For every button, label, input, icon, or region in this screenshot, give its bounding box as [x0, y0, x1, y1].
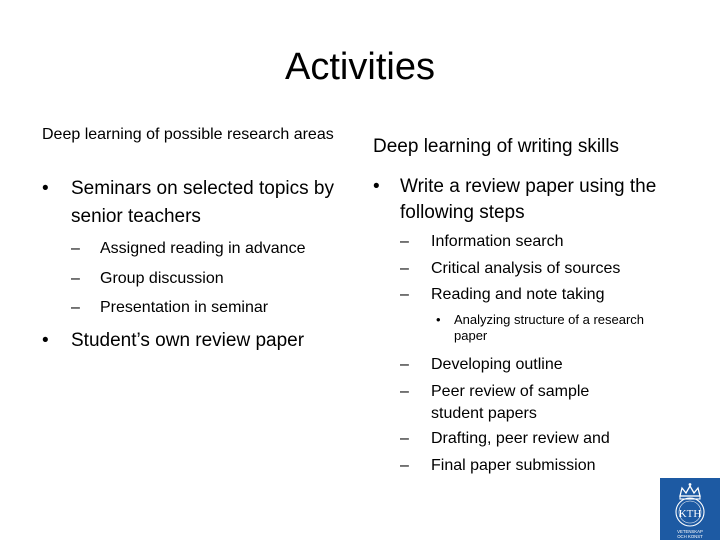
bullet-marker: •: [42, 178, 49, 199]
subbullet-text: Drafting, peer review and: [431, 430, 610, 447]
dash-marker: –: [400, 233, 409, 250]
dash-marker: –: [400, 356, 409, 373]
right-column-heading: Deep learning of writing skills: [373, 136, 620, 157]
dash-marker: –: [400, 457, 409, 474]
subbullet-text: Assigned reading in advance: [100, 240, 306, 257]
bullet-text: Write a review paper using the following steps: [400, 176, 657, 223]
svg-text:OCH KONST: OCH KONST: [677, 534, 703, 539]
subbullet-text: Reading and note taking: [431, 286, 605, 303]
bullet-text: Student’s own review paper: [71, 330, 305, 351]
kth-logo: [660, 478, 720, 540]
dash-marker: –: [400, 260, 409, 277]
right-subsubbullet-1: [436, 312, 656, 344]
subbullet-text: Final paper submission: [431, 457, 596, 474]
left-column-heading: Deep learning of possible research areas: [42, 126, 334, 143]
subbullet-text: Developing outline: [431, 356, 563, 373]
subbullet-text: Information search: [431, 233, 564, 250]
subsubbullet-text: Analyzing structure of a research paper: [454, 312, 645, 343]
dash-marker: –: [71, 299, 80, 316]
left-subbullet-1: [71, 239, 361, 259]
right-subbullet-5: [400, 381, 640, 425]
bullet-marker: •: [373, 176, 380, 197]
dash-marker: –: [71, 270, 80, 287]
dash-marker: –: [400, 286, 409, 303]
slide-title: Activities: [285, 46, 435, 88]
subbullet-text: Group discussion: [100, 270, 224, 287]
svg-text:KTH: KTH: [678, 508, 702, 520]
dash-marker: –: [400, 383, 409, 400]
bullet-text: Seminars on selected topics by senior teachers: [71, 178, 334, 227]
subbullet-text: Peer review of sample student papers: [431, 383, 590, 422]
right-subbullet-6: [400, 429, 675, 449]
dash-marker: –: [71, 240, 80, 257]
left-bullet-1: [42, 175, 362, 231]
bullet-marker: •: [436, 312, 441, 327]
dash-marker: –: [400, 430, 409, 447]
svg-text:VETENSKAP: VETENSKAP: [677, 529, 703, 534]
subbullet-text: Critical analysis of sources: [431, 260, 621, 277]
right-subbullet-4: [400, 355, 675, 375]
right-subbullet-7: [400, 456, 675, 476]
subbullet-text: Presentation in seminar: [100, 299, 269, 316]
left-subbullet-3: [71, 298, 361, 318]
right-bullet-1: [373, 174, 673, 226]
left-bullet-2: [42, 327, 362, 355]
right-subbullet-2: [400, 259, 675, 279]
kth-crest-icon: [660, 478, 720, 540]
left-subbullet-2: [71, 269, 361, 289]
right-subbullet-3: [400, 285, 675, 305]
right-subbullet-1: [400, 232, 675, 252]
bullet-marker: •: [42, 330, 49, 351]
